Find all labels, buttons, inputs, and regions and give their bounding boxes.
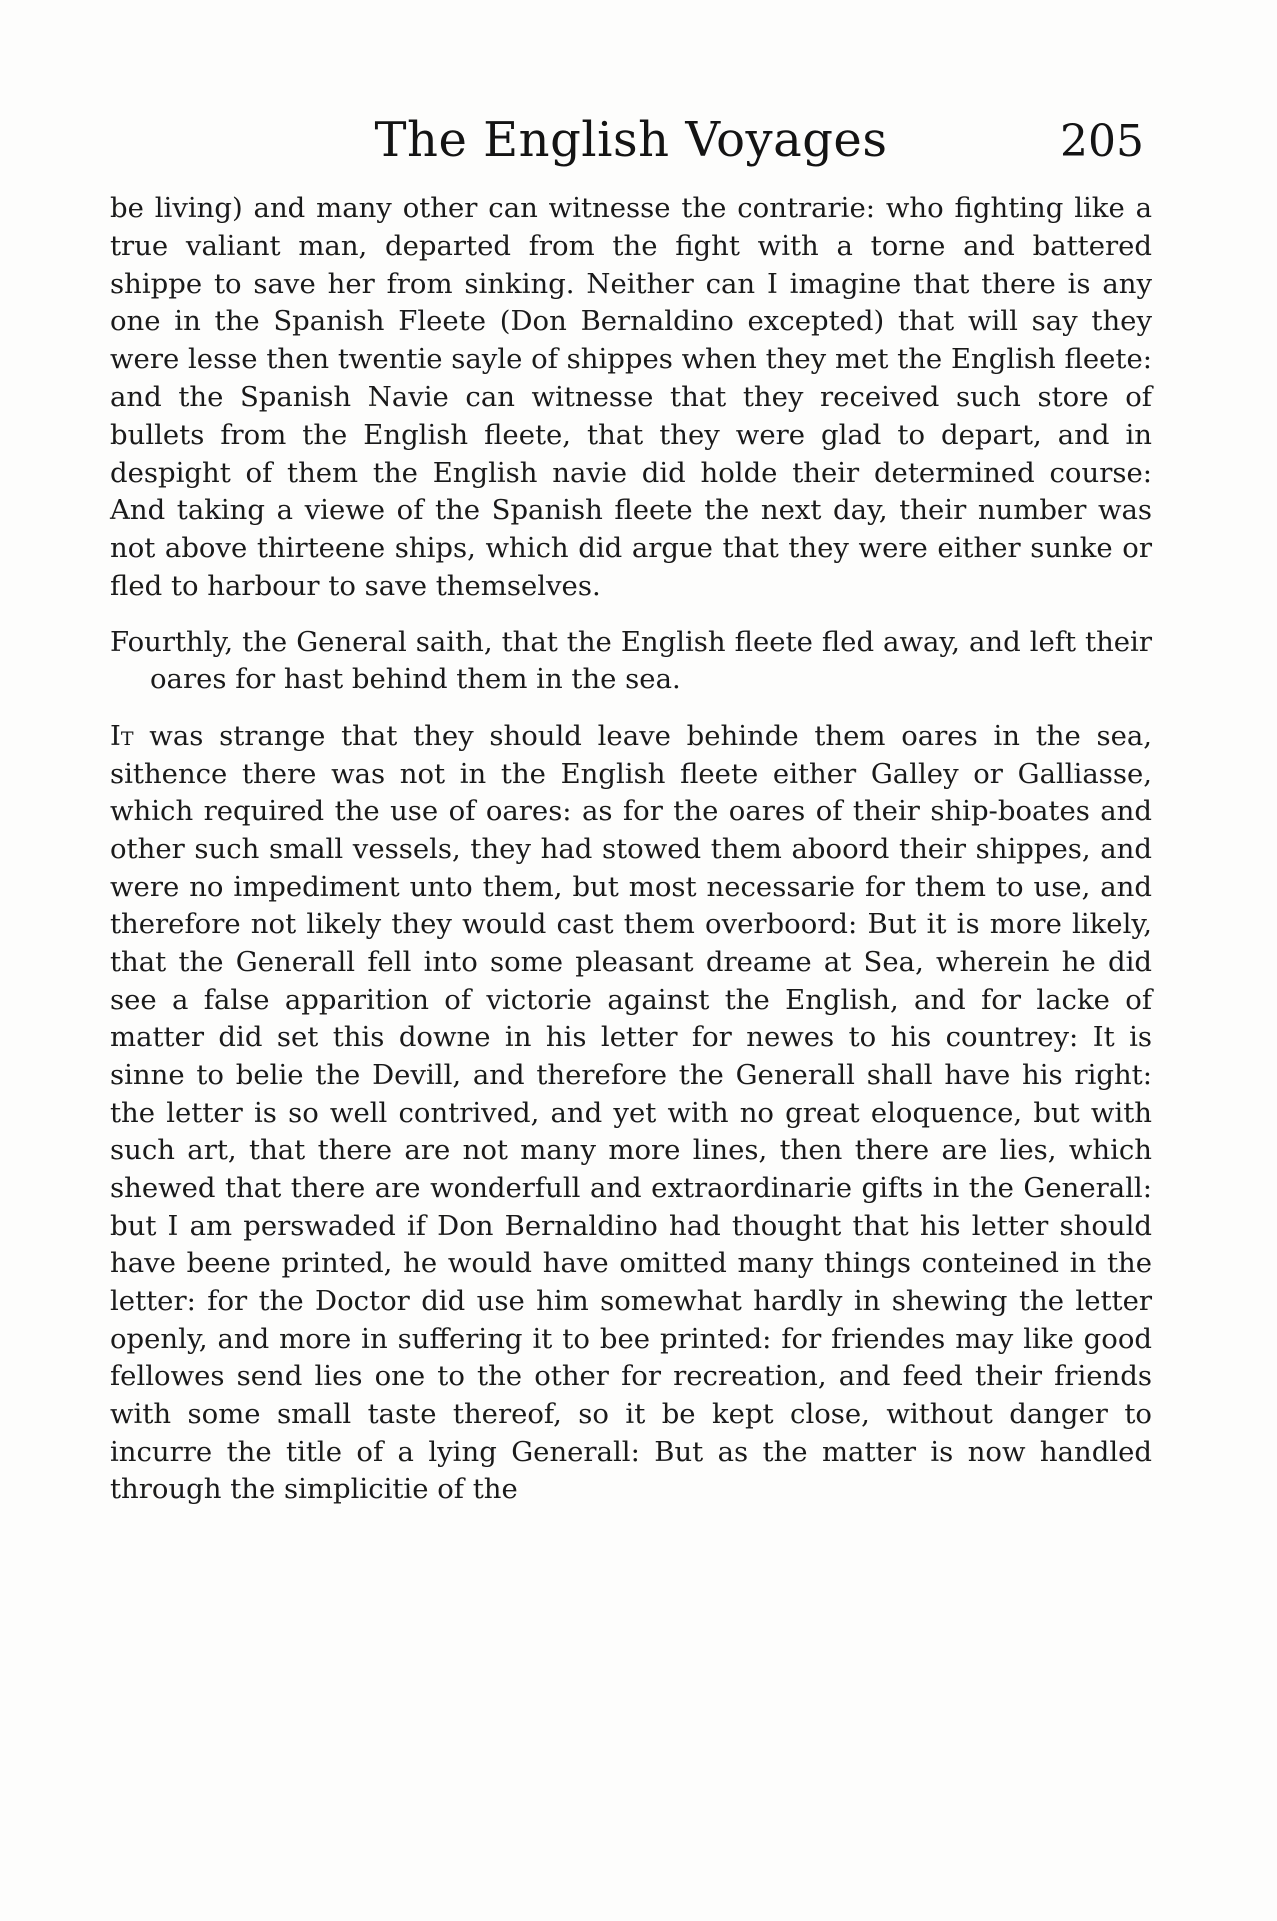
paragraph-text: was strange that they should leave behinde them oares in the sea, sithence there was not in the English fleete either Galley or Galliasse, which required the use of oares: as for the oares of their ship-boates and other such small vessels, they had stowed them aboord their shippes, and were no impediment unto them, but most necessarie for them to use, and therefore not likely they would cast them overboord: But it is more likely, that the Generall fell into some pleasant dreame at Sea, wherein he did see a false apparition of victorie against the English, and for lacke of matter did set this downe in his letter for newes to his countrey: It is sinne to belie the Devill, and therefore the Generall shall have his right: the letter is so well contrived, and yet with no great eloquence, but with such art, that there are not many more lines, then there are lies, which shewed that there are wonderfull and extraordinarie gifts in the Generall: but I am perswaded if Don Bernaldino had thought that his letter should have beene printed, he would have omitted many things conteined in the letter: for the Doctor did use him somewhat hardly in shewing the letter openly, and more in suffering it to bee printed: for friendes may like good fellowes send lies one to the other for recreation, and feed their friends with some small taste thereof, so it be kept close, without danger to incurre the title of a lying Generall: But as the matter is now handled through the simplicitie of the (110, 720, 1152, 1506)
page-number: 205 (1060, 116, 1144, 167)
paragraph: be living) and many other can witnesse the contrarie: who fighting like a true valiant man, departed from the fight with a torne and battered shippe to save her from sinking. Neither can I imagine that there is any one in the Spanish Fleete (Don Bernaldino excepted) that will say they were lesse then twentie sayle of shippes when they met the English fleete: and the Spanish Navie can witnesse that they received such store of bullets from the English fleete, that they were glad to depart, and in despight of them the English navie did holde their determined course: And taking a viewe of the Spanish fleete the next day, their number was not above thirteene ships, which did argue that they were either sunke or fled to harbour to save themselves. (110, 192, 1152, 602)
running-title: The English Voyages (374, 112, 888, 168)
section-heading: Fourthly, the General saith, that the English fleete fled away, and left their oares for hast behind them in the sea. (110, 625, 1152, 695)
page-body (110, 190, 1152, 1509)
paragraph (110, 718, 1152, 1509)
paragraph-lead-word: It (110, 720, 134, 753)
page-header (110, 110, 1152, 180)
